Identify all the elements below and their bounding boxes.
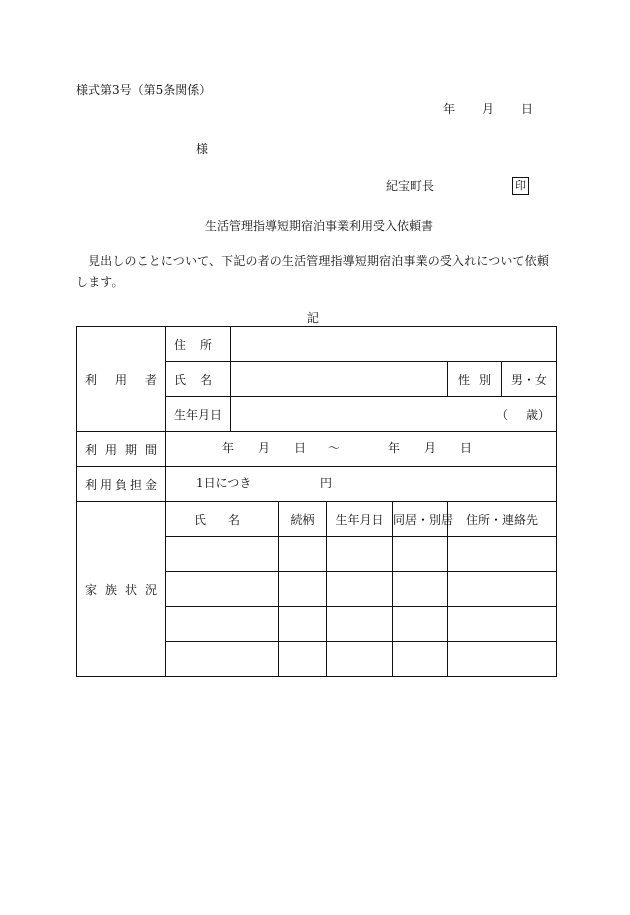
period-end-month: 月 — [424, 441, 437, 455]
family-birth-cell[interactable] — [327, 642, 393, 677]
ki-heading: 記 — [307, 311, 320, 325]
period-separator: ～ — [328, 441, 341, 455]
family-contact-cell[interactable] — [448, 607, 557, 642]
document-title: 生活管理指導短期宿泊事業利用受入依頼書 — [205, 219, 434, 233]
burden-label-char: 負 — [114, 477, 127, 492]
family-cohabit-cell[interactable] — [393, 537, 448, 572]
period-label-char: 期 — [124, 442, 137, 457]
family-header-name-char: 氏 — [194, 512, 207, 527]
family-name-cell[interactable] — [166, 607, 279, 642]
family-header-relation: 続柄 — [279, 502, 327, 537]
period-start-year: 年 — [222, 441, 235, 455]
gender-options-cell[interactable]: 男・女 — [502, 362, 557, 397]
family-birth-cell[interactable] — [327, 572, 393, 607]
address-label-char: 所 — [199, 337, 212, 352]
date-line — [443, 103, 533, 115]
date-day: 日 — [521, 102, 534, 116]
burden-label-char: 金 — [144, 477, 157, 492]
period-label-char: 用 — [104, 442, 117, 457]
row-address — [77, 327, 557, 362]
seal-mark: 印 — [512, 177, 529, 195]
period-label-char: 利 — [85, 442, 98, 457]
age-suffix: 歳） — [526, 407, 551, 422]
family-header-cohabit: 同居・別居 — [393, 502, 448, 537]
burden-unit: 円 — [320, 476, 333, 490]
family-relation-cell[interactable] — [279, 537, 327, 572]
name-label-cell — [166, 362, 231, 397]
birth-label-cell: 生年月日 — [166, 397, 231, 432]
family-birth-cell[interactable] — [327, 537, 393, 572]
family-label-char: 族 — [104, 582, 117, 597]
family-header-birth: 生年月日 — [327, 502, 393, 537]
name-value-cell[interactable] — [231, 362, 448, 397]
address-label-char: 住 — [174, 337, 187, 352]
request-form-table — [76, 326, 557, 677]
addressee-suffix: 様 — [196, 142, 209, 156]
burden-value-cell[interactable] — [166, 467, 557, 502]
family-cohabit-cell[interactable] — [393, 572, 448, 607]
family-header-name — [166, 502, 279, 537]
period-label-cell — [77, 432, 166, 467]
date-month: 月 — [482, 102, 495, 116]
family-header-contact: 住所・連絡先 — [448, 502, 557, 537]
address-label-cell — [166, 327, 231, 362]
family-cohabit-cell[interactable] — [393, 607, 448, 642]
period-end-year: 年 — [388, 441, 401, 455]
name-label-char: 名 — [199, 372, 212, 387]
gender-label-char: 性 — [458, 372, 471, 387]
user-label-char: 者 — [144, 372, 157, 387]
user-label-char: 用 — [114, 372, 127, 387]
family-label-char: 状 — [124, 582, 137, 597]
burden-prefix: 1日につき — [196, 476, 252, 490]
issuer-name: 紀宝町長 — [386, 179, 435, 193]
burden-label-char: 利 — [85, 477, 98, 492]
family-label-cell — [77, 502, 166, 677]
family-contact-cell[interactable] — [448, 642, 557, 677]
burden-label-cell — [77, 467, 166, 502]
address-value-cell[interactable] — [231, 327, 557, 362]
period-value-cell[interactable] — [166, 432, 557, 467]
family-label-char: 家 — [85, 582, 98, 597]
family-name-cell[interactable] — [166, 537, 279, 572]
birth-value-cell[interactable] — [231, 397, 557, 432]
period-label-char: 間 — [144, 442, 157, 457]
family-contact-cell[interactable] — [448, 572, 557, 607]
user-label-cell — [77, 327, 166, 432]
period-end-day: 日 — [460, 441, 473, 455]
age-open-paren: （ — [495, 407, 508, 422]
period-start-day: 日 — [294, 441, 307, 455]
family-contact-cell[interactable] — [448, 537, 557, 572]
date-year: 年 — [443, 102, 456, 116]
burden-label-char: 用 — [99, 477, 112, 492]
family-label-char: 況 — [144, 582, 157, 597]
user-label-char: 利 — [85, 372, 98, 387]
period-start-month: 月 — [258, 441, 271, 455]
row-burden — [77, 467, 557, 502]
family-name-cell[interactable] — [166, 572, 279, 607]
body-text: 見出しのことについて、下記の者の生活管理指導短期宿泊事業の受入れについて依頼します。 — [76, 254, 549, 289]
family-relation-cell[interactable] — [279, 642, 327, 677]
family-name-cell[interactable] — [166, 642, 279, 677]
row-family-header — [77, 502, 557, 537]
family-relation-cell[interactable] — [279, 572, 327, 607]
family-header-name-char: 名 — [227, 512, 240, 527]
row-period — [77, 432, 557, 467]
family-relation-cell[interactable] — [279, 607, 327, 642]
form-number: 様式第3号（第5条関係） — [76, 83, 212, 97]
name-label-char: 氏 — [174, 372, 187, 387]
family-birth-cell[interactable] — [327, 607, 393, 642]
burden-label-char: 担 — [129, 477, 142, 492]
gender-label-char: 別 — [478, 372, 491, 387]
family-cohabit-cell[interactable] — [393, 642, 448, 677]
gender-label-cell — [448, 362, 502, 397]
